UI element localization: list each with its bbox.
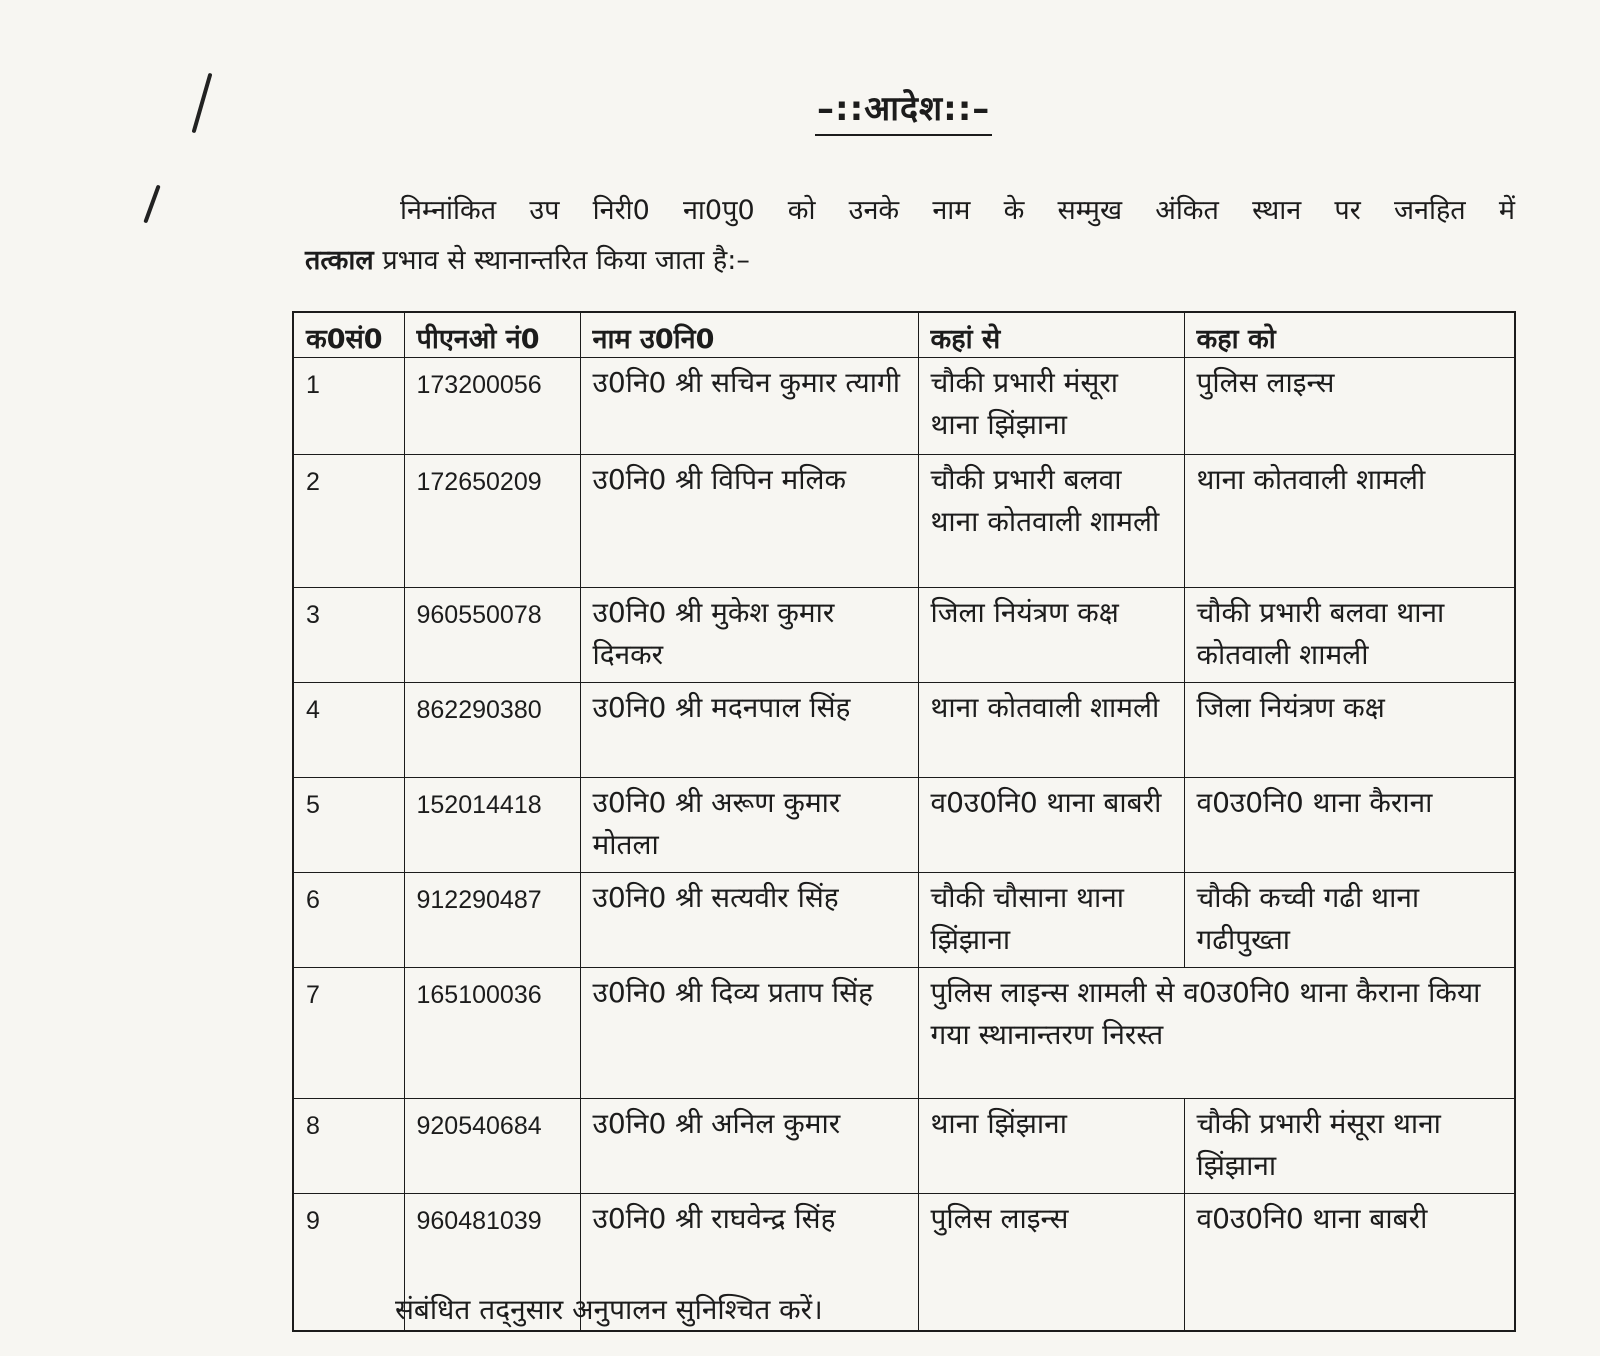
table-row (293, 358, 1515, 455)
cell-to: जिला नियंत्रण कक्ष (1184, 683, 1515, 778)
cell-to: व0उ0नि0 थाना बाबरी (1184, 1194, 1515, 1332)
cell-serial: 4 (293, 683, 404, 778)
cell-name: उ0नि0 श्री अनिल कुमार (580, 1099, 918, 1194)
cell-name: उ0नि0 श्री सचिन कुमार त्यागी (580, 358, 918, 455)
table-row (293, 1099, 1515, 1194)
cell-pno: 173200056 (404, 358, 580, 455)
cell-serial: 8 (293, 1099, 404, 1194)
cell-from: थाना कोतवाली शामली (918, 683, 1184, 778)
cell-from: व0उ0नि0 थाना बाबरी (918, 778, 1184, 873)
cell-serial: 5 (293, 778, 404, 873)
table-row (293, 968, 1515, 1099)
cell-to: चौकी प्रभारी बलवा थाना कोतवाली शामली (1184, 588, 1515, 683)
header-pno: पीएनओ नं0 (404, 312, 580, 358)
cell-from: चौकी प्रभारी बलवा थाना कोतवाली शामली (918, 455, 1184, 588)
cell-pno: 862290380 (404, 683, 580, 778)
cell-to: व0उ0नि0 थाना कैराना (1184, 778, 1515, 873)
header-serial: क0सं0 (293, 312, 404, 358)
cell-to: चौकी कच्वी गढी थाना गढीपुख्ता (1184, 873, 1515, 968)
cell-pno: 960481039 (404, 1194, 580, 1332)
cell-name: उ0नि0 श्री दिव्य प्रताप सिंह (580, 968, 918, 1099)
intro-line-2: प्रभाव से स्थानान्तरित किया जाता है:– (382, 245, 750, 276)
table-row (293, 873, 1515, 968)
cell-pno: 152014418 (404, 778, 580, 873)
closing-instruction: संबंधित तद्नुसार अनुपालन सुनिश्चित करें। (395, 1293, 823, 1326)
table-row (293, 683, 1515, 778)
pen-stroke-mark (143, 185, 160, 224)
cell-to: थाना कोतवाली शामली (1184, 455, 1515, 588)
pen-stroke-mark (192, 73, 213, 134)
cell-to: चौकी प्रभारी मंसूरा थाना झिंझाना (1184, 1099, 1515, 1194)
cell-serial: 1 (293, 358, 404, 455)
header-name: नाम उ0नि0 (580, 312, 918, 358)
cell-serial: 2 (293, 455, 404, 588)
cell-name: उ0नि0 श्री अरूण कुमार मोतला (580, 778, 918, 873)
cell-pno: 165100036 (404, 968, 580, 1099)
cell-from: थाना झिंझाना (918, 1099, 1184, 1194)
cell-pno: 172650209 (404, 455, 580, 588)
cell-pno: 960550078 (404, 588, 580, 683)
cell-from: पुलिस लाइन्स (918, 1194, 1184, 1332)
cell-name: उ0नि0 श्री राघवेन्द्र सिंह (580, 1194, 918, 1332)
cell-name: उ0नि0 श्री मुकेश कुमार दिनकर (580, 588, 918, 683)
cell-serial: 9 (293, 1194, 404, 1332)
cell-serial: 7 (293, 968, 404, 1099)
cell-serial: 3 (293, 588, 404, 683)
order-intro (305, 186, 1515, 286)
transfer-table (292, 311, 1516, 1332)
table-row (293, 588, 1515, 683)
intro-line-1: निम्नांकित उप निरी0 ना0पु0 को उनके नाम के सम्मुख अंकित स्थान पर जनहित में (400, 195, 1515, 226)
cell-pno: 912290487 (404, 873, 580, 968)
cell-from: चौकी प्रभारी मंसूरा थाना झिंझाना (918, 358, 1184, 455)
cell-from: जिला नियंत्रण कक्ष (918, 588, 1184, 683)
header-from: कहां से (918, 312, 1184, 358)
table-header-row (293, 312, 1515, 358)
cell-serial: 6 (293, 873, 404, 968)
cell-name: उ0नि0 श्री विपिन मलिक (580, 455, 918, 588)
header-to: कहा को (1184, 312, 1515, 358)
cell-to: पुलिस लाइन्स (1184, 358, 1515, 455)
intro-bold-word: तत्काल (305, 245, 374, 276)
table-row (293, 455, 1515, 588)
cell-name: उ0नि0 श्री सत्यवीर सिंह (580, 873, 918, 968)
cell-merged-remark: पुलिस लाइन्स शामली से व0उ0नि0 थाना कैराना किया गया स्थानान्तरण निरस्त (918, 968, 1515, 1099)
cell-from: चौकी चौसाना थाना झिंझाना (918, 873, 1184, 968)
table-row (293, 778, 1515, 873)
cell-name: उ0नि0 श्री मदनपाल सिंह (580, 683, 918, 778)
cell-pno: 920540684 (404, 1099, 580, 1194)
order-title: –::आदेश::– (815, 84, 992, 136)
